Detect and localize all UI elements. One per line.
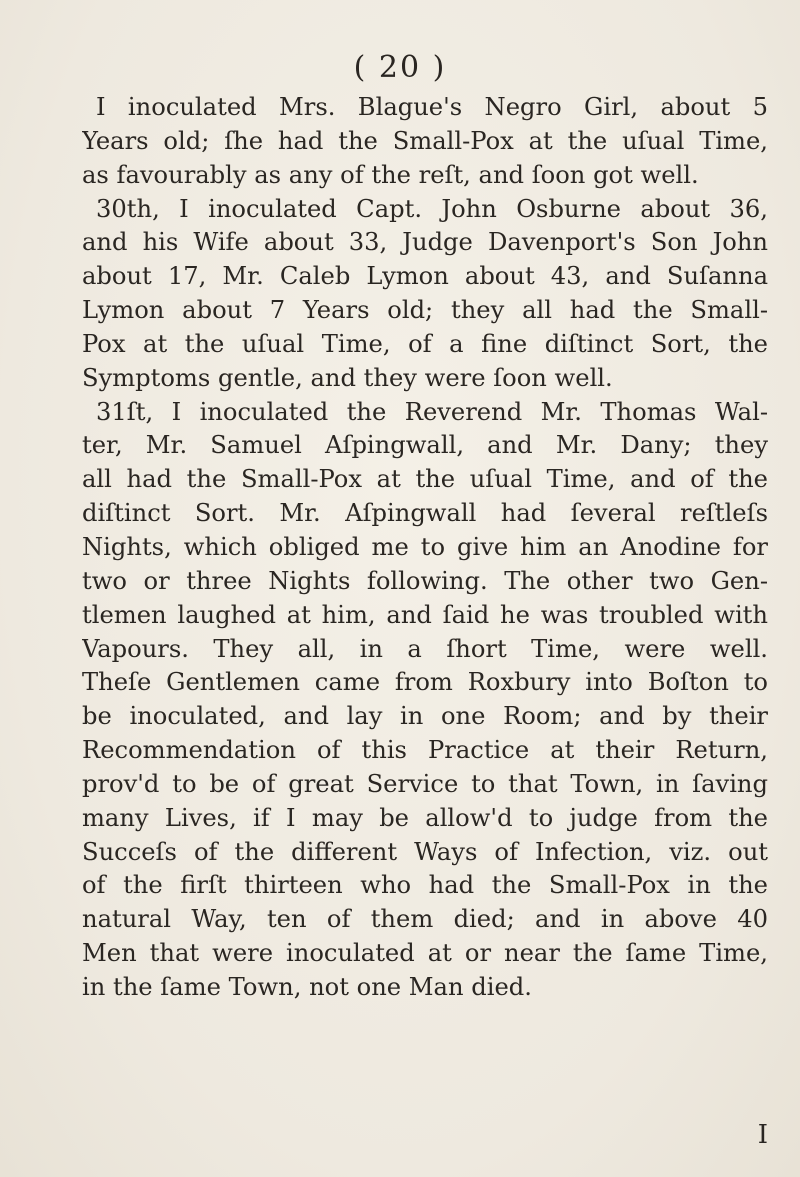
text-line: 31ſt, I inoculated the Reverend Mr. Thomas Wal- (96, 397, 768, 426)
text-line: Theſe Gentlemen came from Roxbury into Boſton to (82, 668, 768, 697)
text-line: tlemen laughed at him, and ſaid he was troubled with (82, 600, 768, 629)
text-line: 30th, I inoculated Capt. John Osburne about 36, (96, 194, 768, 223)
text-line: as favourably as any of the reſt, and ſoon got well. (82, 160, 699, 189)
text-line: ter, Mr. Samuel Aſpingwall, and Mr. Dany; they (82, 431, 768, 460)
text-line: Men that were inoculated at or near the ſame Time, (82, 939, 768, 968)
text-line: Vapours. They all, in a ſhort Time, were well. (82, 634, 768, 663)
page-number: ( 20 ) (353, 50, 447, 85)
text-line: in the ſame Town, not one Man died. (82, 972, 532, 1001)
text-line: Succeſs of the different Ways of Infection, viz. out (82, 837, 768, 866)
text-line: Symptoms gentle, and they were ſoon well. (82, 363, 613, 392)
text-line: I inoculated Mrs. Blague's Negro Girl, about 5 (96, 93, 768, 121)
text-line: and his Wife about 33, Judge Davenport's Son John (82, 228, 768, 257)
text-line: Nights, which obliged me to give him an Anodine for (82, 532, 768, 561)
text-line: be inoculated, and lay in one Room; and by their (82, 702, 768, 731)
text-line: Recommendation of this Practice at their Return, (82, 736, 768, 765)
text-line: diſtinct Sort. Mr. Aſpingwall had ſeveral reſtleſs (82, 499, 768, 528)
body-text (82, 91, 768, 1005)
text-line: two or three Nights following. The other two Gen- (82, 566, 768, 595)
text-line: Lymon about 7 Years old; they all had the Small- (82, 296, 768, 325)
text-line: many Lives, if I may be allow'd to judge from the (82, 803, 768, 832)
catchword: I (757, 1120, 768, 1150)
text-line: natural Way, ten of them died; and in above 40 (82, 905, 768, 934)
text-line: of the firſt thirteen who had the Small-Pox in the (82, 871, 768, 900)
text-line: Pox at the uſual Time, of a fine diſtinct Sort, the (82, 329, 768, 358)
text-line: about 17, Mr. Caleb Lymon about 43, and Suſanna (82, 262, 768, 291)
text-line: prov'd to be of great Service to that Town, in ſaving (82, 769, 768, 798)
text-line: all had the Small-Pox at the uſual Time, and of the (82, 465, 768, 494)
text-line: Years old; ſhe had the Small-Pox at the uſual Time, (82, 126, 768, 155)
